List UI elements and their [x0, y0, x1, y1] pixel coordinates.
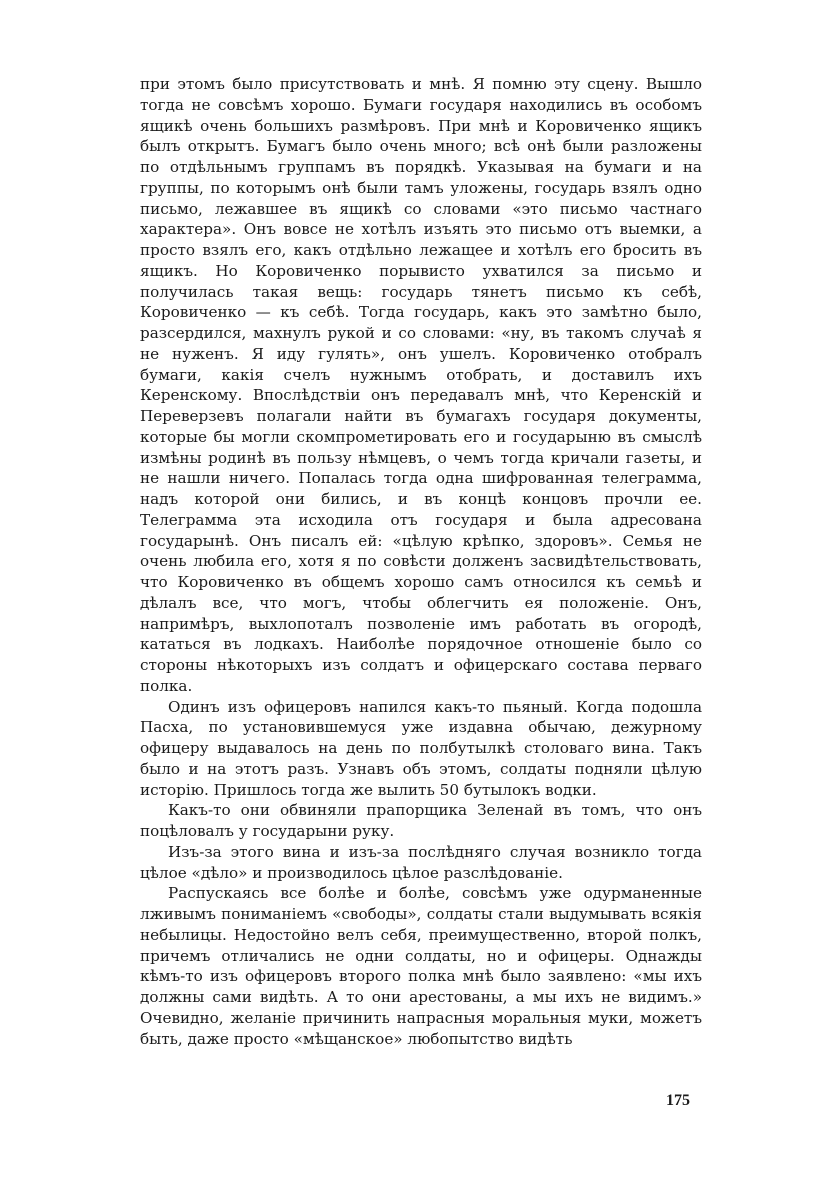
page-number: 175 — [666, 1092, 690, 1109]
page-body — [140, 74, 702, 1049]
paragraph-3: Какъ-то они обвиняли прапорщика Зеленай въ томъ, что онъ поцѣловалъ у государыни руку. — [140, 801, 702, 840]
paragraph-4: Изъ-за этого вина и изъ-за послѣдняго случая возникло тогда цѣлое «дѣло» и производилось цѣлое разслѣдованіе. — [140, 842, 702, 882]
paragraph-1: при этомъ было присутствовать и мнѣ. Я помню эту сцену. Вышло тогда не совсѣмъ хорошо. Бумаги государя находились въ особомъ ящикѣ очень большихъ размѣровъ. При мнѣ и Коровиченко ящикъ былъ открытъ. Бумагъ было очень много; всѣ онѣ были разложены по отдѣльнымъ группамъ въ порядкѣ. Указывая на бумаги и на группы, по которымъ онѣ были тамъ уложены, государь взялъ одно письмо, лежавшее въ ящикѣ со словами «это письмо частнаго характера». Онъ вовсе не хотѣлъ изъять это письмо отъ выемки, а просто взялъ его, какъ отдѣльно лежащее и хотѣлъ его бросить въ ящикъ. Но Коровиченко порывисто ухватился за письмо и получилась такая вещь: государь тянетъ письмо къ себѣ, Коровиченко — къ себѣ. Тогда государь, какъ это замѣтно было, разсердился, махнулъ рукой и со словами: «ну, въ такомъ случаѣ я не нуженъ. Я иду гулять», онъ ушелъ. Коровиченко отобралъ бумаги, какія счелъ нужнымъ отобрать, и доставилъ ихъ Керенскому. Впослѣдствіи онъ передавалъ мнѣ, что Керенскій и Переверзевъ полагали найти въ бумагахъ государя документы, которые бы могли скомпрометировать его и государыню въ смыслѣ измѣны родинѣ въ пользу нѣмцевъ, о чемъ тогда кричали газеты, и не нашли ничего. Попалась тогда одна шифрованная телеграмма, надъ которой они бились, и въ концѣ концовъ прочли ее. Телеграмма эта исходила отъ государя и была адресована государынѣ. Онъ писалъ ей: «цѣлую крѣпко, здоровъ». Семья не очень любила его, хотя я по совѣсти долженъ засвидѣтельствовать, что Коровиченко въ общемъ хорошо самъ относился къ семьѣ и дѣлалъ все, что могъ, чтобы облегчить ея положеніе. Онъ, напримѣръ, выхлопоталъ позволеніе имъ работать въ огородѣ, кататься въ лодкахъ. Наиболѣе порядочное отношеніе было со стороны нѣкоторыхъ изъ солдатъ и офицерскаго состава перваго полка. — [140, 75, 702, 695]
paragraph-5: Распускаясь все болѣе и болѣе, совсѣмъ уже одурманенные лживымъ пониманіемъ «свободы», солдаты стали выдумывать всякія небылицы. Недостойно велъ себя, преимущественно, второй полкъ, причемъ отличались не одни солдаты, но и офицеры. Однажды кѣмъ-то изъ офицеровъ второго полка мнѣ было заявлено: «мы ихъ должны сами видѣть. А то они арестованы, а мы ихъ не видимъ.» Очевидно, желаніе причинить напрасныя моральныя муки, можетъ быть, даже просто «мѣщанское» любопытство видѣть — [140, 884, 702, 1048]
paragraph-2: Одинъ изъ офицеровъ напился какъ-то пьяный. Когда подошла Пасха, по установившемуся уже издавна обычаю, дежурному офицеру выдавалось на день по полбутылкѣ столоваго вина. Такъ было и на этотъ разъ. Узнавъ объ этомъ, солдаты подняли цѣлую исторію. Пришлось тогда же вылить 50 бутылокъ водки. — [140, 697, 702, 799]
